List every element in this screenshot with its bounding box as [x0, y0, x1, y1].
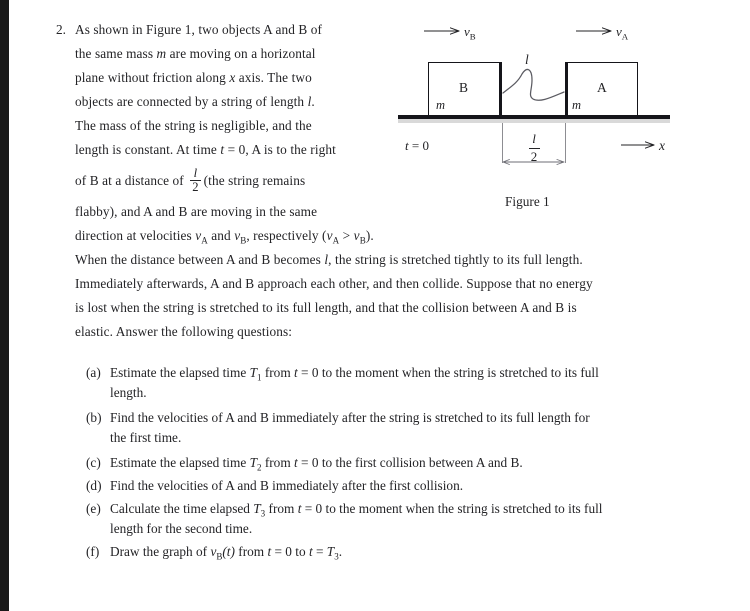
block-b-mass: m — [436, 98, 446, 112]
problem-line-13-text: elastic. Answer the following questions: — [75, 324, 293, 339]
question-f-line-1: Draw the graph of $v_B(t)$ from t = 0 to $t = T_3$. — [110, 544, 343, 562]
velocity-a-symbol-2: $v_A$ — [326, 228, 340, 246]
question-d-line-1: Find the velocities of A and B immediately after the first collision. — [110, 478, 464, 493]
mass-symbol: m — [156, 46, 167, 61]
block-b-name: B — [459, 80, 469, 95]
question-a-line-2: length. — [110, 385, 147, 400]
figure-1 — [0, 0, 750, 230]
time-t2-symbol: $T_2$ — [249, 455, 262, 473]
problem-line-2-post: are moving on a horizontal — [166, 46, 316, 61]
problem-line-3-post: axis. The two — [235, 70, 312, 85]
problem-line-3-pre: plane without friction along — [75, 70, 230, 85]
problem-line-9-mid2: , respectively ( — [246, 228, 327, 243]
problem-line-10-pre: When the distance between A and B becomes — [75, 252, 325, 267]
question-label-a: (a) — [86, 365, 101, 380]
question-e-line-1: Calculate the time elapsed $T_3$ from t = 0 to the moment when the string is stretched to its full — [110, 501, 603, 519]
block-a-name: A — [597, 80, 607, 95]
velocity-a-label-symbol: $v_A$ — [616, 24, 629, 42]
problem-line-9-post: ). — [365, 228, 374, 243]
problem-line-10-post: , the string is stretched tightly to its full length. — [328, 252, 583, 267]
problem-line-11 — [75, 276, 593, 291]
velocity-a-symbol: $v_A$ — [195, 228, 208, 246]
problem-line-12 — [75, 300, 577, 315]
problem-line-4-pre: objects are connected by a string of length — [75, 94, 308, 109]
time-t3-symbol-2: $T_3$ — [326, 544, 339, 562]
problem-number: 2. — [56, 22, 66, 37]
problem-line-12-text: is lost when the string is stretched to its full length, and that the collision between A and B is — [75, 300, 577, 315]
problem-line-9-pre: direction at velocities — [75, 228, 196, 243]
problem-line-9: direction at velocities $v_A$ and $v_B$, respectively $(v_A > v_B)$. — [75, 228, 374, 246]
problem-line-1-text: As shown in Figure 1, two objects A and B of — [75, 22, 323, 37]
dimension-denominator: 2 — [530, 148, 538, 164]
velocity-b-symbol: $v_B$ — [234, 228, 247, 246]
greater-than: > — [339, 228, 354, 243]
question-b-line-2: the first time. — [110, 430, 182, 445]
problem-line-7-pre: of B at a distance of — [75, 173, 188, 189]
figure-line-art — [0, 0, 750, 230]
string-length-label: l — [525, 52, 529, 67]
fraction-denominator: 2 — [192, 180, 199, 195]
velocity-b-of-t-symbol: $v_B$ — [210, 544, 223, 562]
time-zero-label: t = 0 — [405, 138, 429, 153]
x-axis-label: x — [659, 138, 665, 153]
question-label-c: (c) — [86, 455, 101, 470]
problem-line-4-post: . — [311, 94, 315, 109]
dimension-numerator: l — [532, 131, 536, 146]
question-e-line-2: length for the second time. — [110, 521, 253, 536]
problem-line-13 — [75, 324, 292, 339]
figure-caption: Figure 1 — [505, 194, 550, 209]
time-t3-symbol: $T_3$ — [253, 501, 266, 519]
block-a-mass: m — [572, 98, 582, 112]
question-label-b: (b) — [86, 410, 102, 425]
problem-line-6-post: = 0, A is to the right — [224, 142, 336, 157]
problem-line-2-pre: the same mass — [75, 46, 157, 61]
problem-line-6-pre: length is constant. At time — [75, 142, 221, 157]
time-symbol: t — [220, 142, 225, 157]
question-a-line-1: Estimate the elapsed time $T_1$ from t = 0 to the moment when the string is stretched to its full — [110, 365, 599, 383]
question-b-line-1: Find the velocities of A and B immediately after the string is stretched to its full length for — [110, 410, 590, 425]
problem-line-10 — [75, 252, 583, 267]
slack-string — [503, 69, 564, 100]
length-symbol-2: l — [324, 252, 329, 267]
question-label-f: (f) — [86, 544, 100, 559]
question-label-d: (d) — [86, 478, 102, 493]
time-t1-symbol: $T_1$ — [249, 365, 262, 383]
question-c-line-1: Estimate the elapsed time $T_2$ from t = 0 to the first collision between A and B. — [110, 455, 523, 473]
problem-line-5-text: The mass of the string is negligible, and the — [75, 118, 312, 133]
question-label-e: (e) — [86, 501, 101, 516]
problem-line-7-post: (the string remains — [203, 173, 306, 189]
velocity-b-symbol-2: $v_B$ — [353, 228, 366, 246]
velocity-b-label-symbol: $v_B$ — [464, 24, 476, 42]
problem-line-8-text: flabby), and A and B are moving in the same — [75, 204, 318, 219]
problem-line-11-text: Immediately afterwards, A and B approach each other, and then collide. Suppose that no energy — [75, 276, 593, 291]
length-symbol: l — [307, 94, 312, 109]
x-axis-symbol: x — [229, 70, 236, 85]
fraction-numerator: l — [193, 166, 198, 180]
